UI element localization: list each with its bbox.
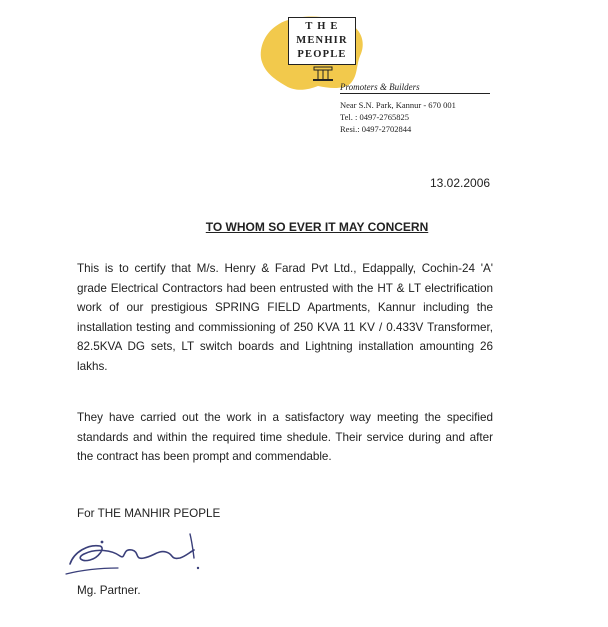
pillar-icon [312, 66, 334, 82]
company-logo-box [288, 17, 356, 65]
logo-line-1: T H E [305, 21, 339, 32]
company-tagline: Promoters & Builders [340, 82, 490, 94]
body-paragraph-2: They have carried out the work in a satisfactory way meeting the specified standards and within the required time shedule. Their service during and after the contract has been prompt and commendable. [77, 411, 493, 464]
closing-for-line: For THE MANHIR PEOPLE [77, 507, 221, 520]
signatory-role: Mg. Partner. [77, 584, 141, 597]
signature-icon [62, 528, 212, 580]
address-phone: Tel. : 0497-2765825 [340, 112, 410, 122]
address-residence-phone: Resi.: 0497-2702844 [340, 124, 412, 134]
letter-date: 13.02.2006 [430, 176, 491, 190]
address-line: Near S.N. Park, Kannur - 670 001 [340, 100, 456, 110]
logo-line-2: MENHIR [296, 35, 348, 46]
letter-heading: TO WHOM SO EVER IT MAY CONCERN [205, 220, 429, 234]
body-paragraph-1: This is to certify that M/s. Henry & Farad Pvt Ltd., Edappally, Cochin-24 'A' grade Electrical Contractors had been entrusted with the HT & LT electrification work of our prestigious SPRING FIELD Apartments, Kannur including the installation testing and commissioning of 250 KVA 11 KV / 0.433V Transformer, 82.5KVA DG sets, LT switch boards and Lightning installation amounting 26 lakhs. [77, 262, 493, 373]
letterhead [0, 0, 608, 140]
logo-line-3: PEOPLE [297, 49, 347, 60]
company-address [340, 99, 540, 135]
